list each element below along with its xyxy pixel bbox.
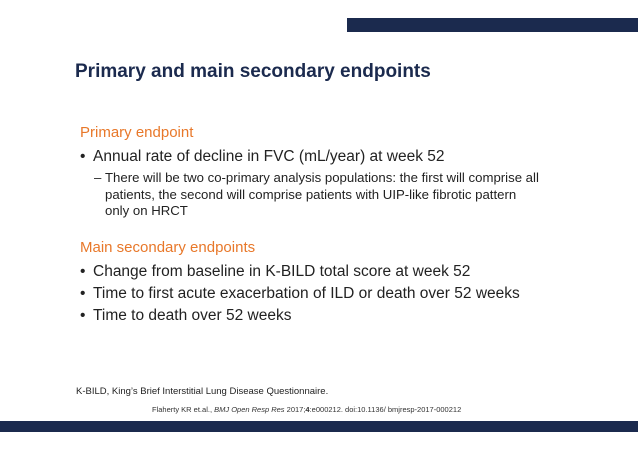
subbullet-line-1: There will be two co-primary analysis populations: the first will comprise all: [105, 170, 539, 185]
header-accent-bar: [347, 18, 638, 32]
bullet-text: Change from baseline in K-BILD total score at week 52: [93, 263, 471, 280]
secondary-endpoint-bullet: [80, 285, 520, 303]
abbreviation-footnote: K-BILD, King’s Brief Interstitial Lung Disease Questionnaire.: [76, 386, 329, 397]
bullet-text: Time to death over 52 weeks: [93, 307, 292, 324]
subbullet-line-2: patients, the second will comprise patients with UIP-like fibrotic pattern: [105, 186, 517, 202]
bullet-marker: •: [80, 285, 86, 302]
dash-marker: –: [94, 170, 102, 185]
citation-authors: Flaherty KR et.al.,: [152, 405, 215, 414]
secondary-endpoints-heading: Main secondary endpoints: [80, 239, 256, 256]
primary-endpoint-bullet: [80, 148, 445, 166]
subbullet-line-3: only on HRCT: [105, 203, 188, 218]
secondary-endpoint-bullet: [80, 263, 470, 281]
secondary-endpoint-bullet: [80, 307, 291, 325]
citation-footnote: [152, 405, 461, 414]
bullet-marker: •: [80, 307, 86, 324]
footer-accent-bar: [0, 421, 638, 432]
bullet-marker: •: [80, 148, 86, 165]
bullet-text: Annual rate of decline in FVC (mL/year) at week 52: [93, 148, 445, 165]
citation-doi: :e000212. doi:10.1136/ bmjresp-2017-000212: [309, 405, 462, 414]
slide-title: Primary and main secondary endpoints: [75, 61, 431, 82]
citation-journal: BMJ Open Resp Res: [214, 405, 285, 414]
bullet-text: Time to first acute exacerbation of ILD or death over 52 weeks: [93, 285, 520, 302]
bullet-marker: •: [80, 263, 86, 280]
primary-endpoint-heading: Primary endpoint: [80, 124, 194, 141]
citation-year: 2017;: [284, 405, 306, 414]
primary-endpoint-subbullet: [96, 170, 596, 220]
citation-volume: 4: [305, 405, 310, 414]
